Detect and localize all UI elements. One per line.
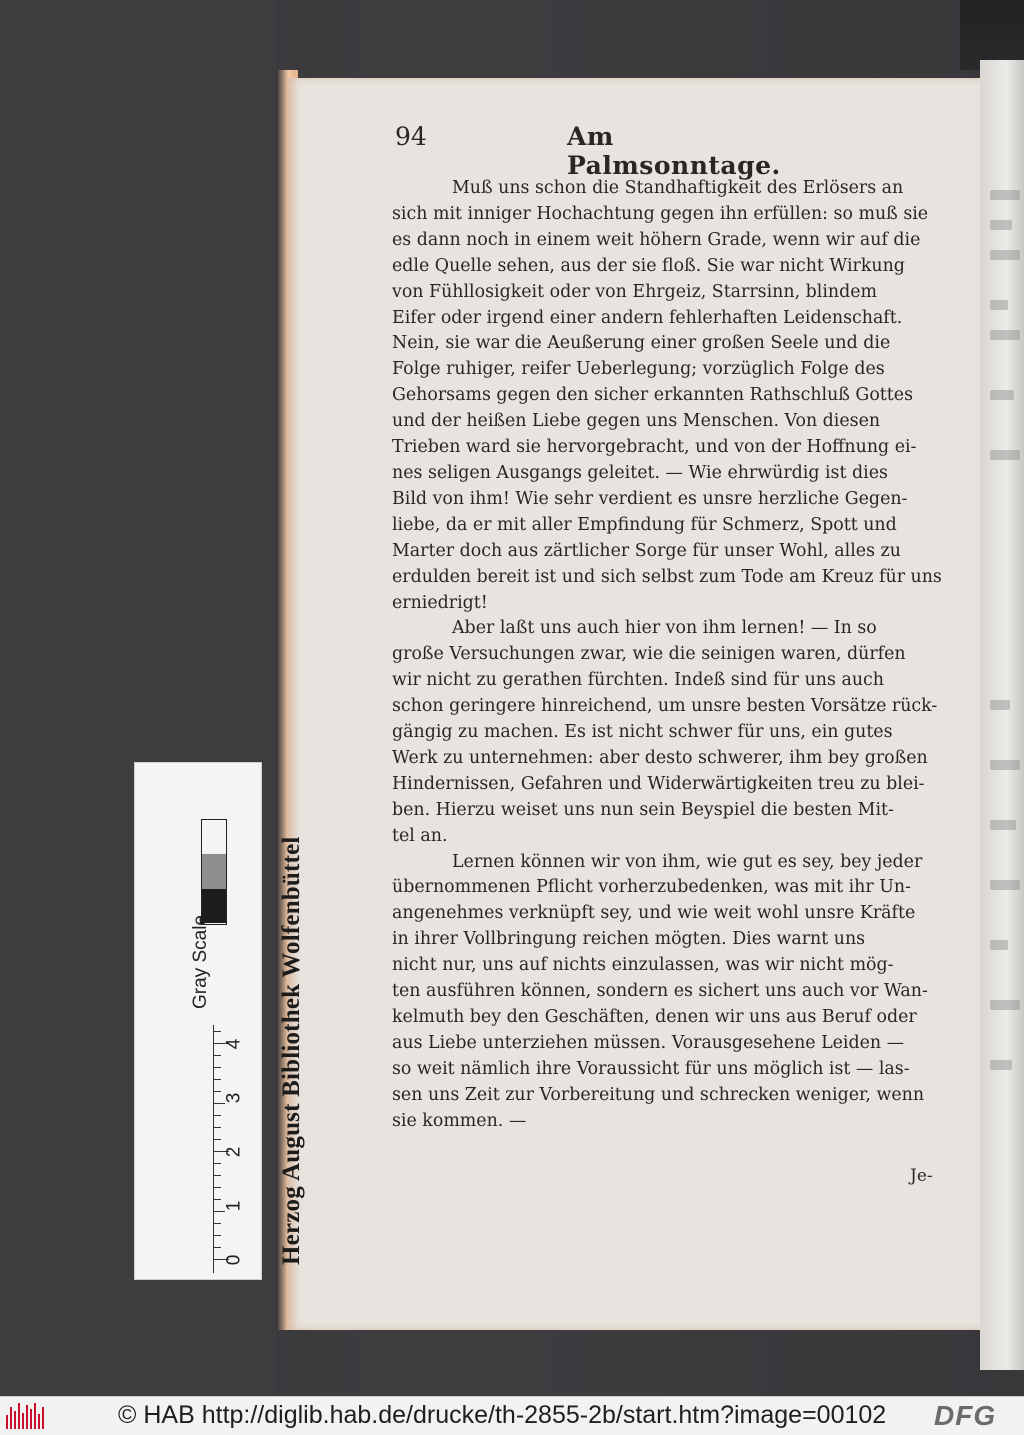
scale-number-1: 1 <box>223 1200 245 1212</box>
paragraph-1: Muß uns schon die Standhaftigkeit des Erlösers an sich mit inniger Hochachtung gegen ihn erfüllen: so muß sie es dann noch in einem weit höhern Grade, wenn wir auf die edle Quelle sehen, aus der sie floß. Sie war nicht Wirkung von Fühllosigkeit oder von Ehrgeiz, Starrsinn, blindem Eifer oder irgend einer andern fehlerhaften Leidenschaft. Nein, sie war die Aeußerung einer großen Seele und die Folge ruhiger, reifer Ueberlegung; vorzüglich Folge des Gehorsams gegen den sicher erkannten Rathschluß Gottes und der heißen Liebe gegen uns Menschen. Von diesen Trieben ward sie hervorgebracht, und von der Hoffnung ei- nes seligen Ausgangs geleitet. — Wie ehrwürdig ist dies Bild von ihm! Wie sehr verdient es unsre herzliche Gegen- liebe, da er mit aller Empfindung für Schmerz, Spott und Marter doch aus zärtlicher Sorge für unser Wohl, alles zu erdulden bereit ist und sich selbst zum Tode am Kreuz für uns erniedrigt! <box>392 178 942 613</box>
scale-number-2: 2 <box>223 1146 245 1158</box>
page-header <box>395 122 785 180</box>
facing-page-strip <box>980 60 1024 1370</box>
running-head: Am Palmsonntage. <box>567 122 781 180</box>
swatch-gray <box>202 854 226 888</box>
gray-swatches <box>201 819 227 925</box>
gray-scale-ruler <box>134 762 305 1280</box>
paragraph-2: Aber laßt uns auch hier von ihm lernen! — In so große Versuchungen zwar, wie die seinigen waren, dürfen wir nicht zu gerathen fürchten. Indeß sind für uns auch schon geringere hinreichend, um unsre besten Vorsätze rück- gängig zu machen. Es ist nicht schwer für uns, ein gutes Werk zu unternehmen: aber desto schwerer, ihm bey großen Hindernissen, Gefahren und Widerwärtigkeiten treu zu blei- ben. Hierzu weiset uns nun sein Beyspiel die besten Mit- tel an. <box>392 618 938 846</box>
paragraph-3: Lernen können wir von ihm, wie gut es sey, bey jeder übernommenen Pflicht vorherzubedenken, was mit ihr Un- angenehmes verknüpft sey, und wie weit wohl unsre Kräfte in ihrer Vollbringung reichen mögten. Dies warnt uns nicht nur, uns auf nichts einzulassen, was wir nicht mög- ten ausführen können, sondern es sichert uns auch vor Wan- kelmuth bey den Geschäften, denen wir uns aus Beruf oder aus Liebe unterziehen müssen. Vorausgesehene Leiden — so weit nämlich ihre Voraussicht für uns möglich ist — las- sen uns Zeit zur Vorbereitung und schrecken weniger, wenn sie kommen. — <box>392 851 928 1131</box>
hab-logo-icon <box>6 1403 44 1429</box>
dfg-logo: DFG <box>934 1400 997 1431</box>
gray-scale-label: Gray Scale <box>190 915 211 1009</box>
page-number: 94 <box>395 122 427 151</box>
footer-credit-url[interactable]: © HAB http://diglib.hab.de/drucke/th-2855-2b/start.htm?image=00102 <box>118 1401 887 1429</box>
body-text <box>392 176 956 1135</box>
catchword: Je- <box>910 1166 933 1186</box>
scale-number-3: 3 <box>223 1092 245 1104</box>
scale-number-4: 4 <box>223 1038 245 1050</box>
scale-number-0: 0 <box>223 1254 245 1266</box>
footer-bar <box>0 1396 1024 1435</box>
library-name: Herzog August Bibliothek Wolfenbüttel <box>278 836 305 1265</box>
swatch-white <box>202 820 226 854</box>
